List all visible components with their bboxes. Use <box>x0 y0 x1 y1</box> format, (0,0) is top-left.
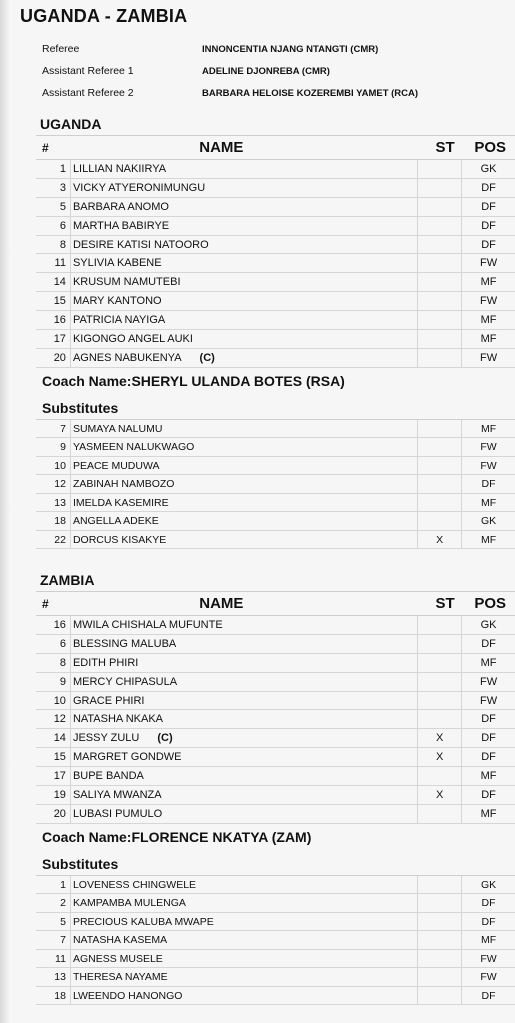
substitute-position: MF <box>461 494 515 512</box>
player-position: FW <box>461 692 515 710</box>
player-position: MF <box>461 805 515 823</box>
player-name-cell <box>70 748 417 766</box>
substitute-name: YASMEEN NALUKWAGO <box>72 441 195 454</box>
player-name-cell <box>70 160 417 178</box>
player-position: FW <box>461 254 515 272</box>
player-position: DF <box>461 729 515 747</box>
starting-mark <box>417 968 461 986</box>
official-name: INNONCENTIA NJANG NTANGTI (CMR) <box>202 43 379 55</box>
starting-mark <box>417 475 461 493</box>
substitute-position: GK <box>461 512 515 530</box>
player-name-cell <box>70 236 417 254</box>
player-row <box>36 654 515 673</box>
substitute-position: FW <box>461 457 515 475</box>
substitute-row <box>36 475 515 494</box>
column-header-row <box>36 136 515 160</box>
substitute-name: ANGELLA ADEKE <box>72 515 159 528</box>
substitute-name-cell <box>70 913 417 931</box>
player-name: KIGONGO ANGEL AUKI <box>72 332 193 345</box>
substitute-name-cell <box>70 876 417 894</box>
player-name-cell <box>70 349 417 367</box>
player-number: 14 <box>53 732 66 745</box>
substitute-name-cell <box>70 531 417 549</box>
player-position: FW <box>461 292 515 310</box>
official-row <box>42 38 512 60</box>
substitute-row <box>36 894 515 913</box>
player-name-cell <box>70 654 417 672</box>
starting-mark <box>417 931 461 949</box>
substitute-name: LOVENESS CHINGWELE <box>72 878 197 891</box>
player-row <box>36 786 515 805</box>
player-row <box>36 616 515 635</box>
starting-mark <box>417 198 461 216</box>
player-row <box>36 217 515 236</box>
starting-mark <box>417 217 461 235</box>
substitute-name-cell <box>70 950 417 968</box>
substitute-row <box>36 931 515 950</box>
player-position: FW <box>461 673 515 691</box>
starting-mark <box>417 438 461 456</box>
substitute-number: 5 <box>60 915 66 928</box>
substitute-position: MF <box>461 931 515 949</box>
player-name-cell <box>70 767 417 785</box>
substitute-number: 22 <box>54 533 66 546</box>
starting-mark <box>417 635 461 653</box>
substitute-name: THERESA NAYAME <box>72 971 168 984</box>
substitute-position: DF <box>461 894 515 912</box>
player-number: 20 <box>53 351 66 364</box>
player-number: 16 <box>53 618 66 631</box>
substitute-row <box>36 494 515 513</box>
substitutes-heading: Substitutes <box>36 394 515 420</box>
player-number: 15 <box>53 751 66 764</box>
player-name-cell <box>70 635 417 653</box>
official-name: ADELINE DJONREBA (CMR) <box>202 65 330 77</box>
substitute-number: 18 <box>54 515 66 528</box>
substitute-position: MF <box>461 420 515 438</box>
player-position: DF <box>461 217 515 235</box>
player-row <box>36 273 515 292</box>
substitute-row <box>36 968 515 987</box>
player-number: 19 <box>53 788 66 801</box>
player-row <box>36 805 515 824</box>
player-name: MERCY CHIPASULA <box>72 675 178 688</box>
substitute-position: FW <box>461 950 515 968</box>
substitute-name: LWEENDO HANONGO <box>72 989 183 1002</box>
player-name: SALIYA MWANZA <box>72 788 162 801</box>
player-row <box>36 236 515 255</box>
substitute-number: 13 <box>54 496 66 509</box>
substitute-number: 11 <box>55 952 66 965</box>
player-position: DF <box>461 635 515 653</box>
player-name-cell <box>70 179 417 197</box>
player-name: MARTHA BABIRYE <box>72 219 170 232</box>
player-name: LUBASI PUMULO <box>72 807 163 820</box>
official-role: Referee <box>42 43 80 55</box>
captain-marker: (C) <box>199 351 215 364</box>
starting-mark <box>417 420 461 438</box>
substitute-name-cell <box>70 438 417 456</box>
header-name: NAME <box>199 139 244 156</box>
starting-mark <box>417 913 461 931</box>
starting-mark <box>417 330 461 348</box>
starting-mark <box>417 457 461 475</box>
starting-mark <box>417 710 461 728</box>
player-row <box>36 254 515 273</box>
player-position: MF <box>461 767 515 785</box>
substitute-name: AGNESS MUSELE <box>72 952 163 965</box>
coach-name: Coach Name:SHERYL ULANDA BOTES (RSA) <box>42 372 345 389</box>
substitutes-heading: Substitutes <box>36 850 515 876</box>
player-number: 9 <box>59 675 66 688</box>
header-position: POS <box>474 595 507 612</box>
official-name: BARBARA HELOISE KOZEREMBI YAMET (RCA) <box>202 87 419 99</box>
player-name: BLESSING MALUBA <box>72 637 177 650</box>
player-name-cell <box>70 616 417 634</box>
player-name: EDITH PHIRI <box>72 656 139 669</box>
substitute-name-cell <box>70 494 417 512</box>
substitute-name-cell <box>70 987 417 1005</box>
player-name-cell <box>70 710 417 728</box>
header-position: POS <box>474 139 507 156</box>
starting-mark: X <box>417 531 461 549</box>
player-number: 15 <box>53 295 66 308</box>
starting-mark <box>417 311 461 329</box>
team-name: UGANDA <box>36 112 515 136</box>
player-name-cell <box>70 786 417 804</box>
player-row <box>36 330 515 349</box>
substitute-number: 2 <box>60 897 66 910</box>
player-name-cell <box>70 273 417 291</box>
player-row <box>36 292 515 311</box>
column-header-row <box>36 592 515 616</box>
substitute-name-cell <box>70 968 417 986</box>
player-row <box>36 179 515 198</box>
player-name: NATASHA NKAKA <box>72 713 163 726</box>
header-starting: ST <box>435 595 455 612</box>
player-position: DF <box>461 786 515 804</box>
player-name-cell <box>70 217 417 235</box>
player-name: MARY KANTONO <box>72 295 162 308</box>
player-name: SYLIVIA KABENE <box>72 257 162 270</box>
starting-mark <box>417 894 461 912</box>
player-number: 17 <box>53 770 66 783</box>
player-row <box>36 198 515 217</box>
player-row <box>36 729 515 748</box>
player-position: DF <box>461 198 515 216</box>
starting-mark <box>417 950 461 968</box>
substitute-number: 7 <box>60 422 66 435</box>
starting-mark <box>417 616 461 634</box>
player-name-cell <box>70 292 417 310</box>
player-position: DF <box>461 179 515 197</box>
player-name-cell <box>70 330 417 348</box>
player-position: MF <box>461 273 515 291</box>
player-row <box>36 692 515 711</box>
substitute-row <box>36 457 515 476</box>
player-position: DF <box>461 236 515 254</box>
substitute-row <box>36 950 515 969</box>
player-name: BARBARA ANOMO <box>72 200 169 213</box>
player-name-cell <box>70 254 417 272</box>
player-number: 8 <box>59 656 66 669</box>
player-name: MARGRET GONDWE <box>72 751 182 764</box>
substitute-name: DORCUS KISAKYE <box>72 533 167 546</box>
coach-name: Coach Name:FLORENCE NKATYA (ZAM) <box>42 828 312 845</box>
substitute-name-cell <box>70 512 417 530</box>
player-name: MWILA CHISHALA MUFUNTE <box>72 618 223 631</box>
player-row <box>36 748 515 767</box>
substitute-position: DF <box>461 913 515 931</box>
official-row <box>42 82 512 104</box>
substitute-number: 7 <box>60 934 66 947</box>
team-section-uganda <box>36 112 515 549</box>
player-name: DESIRE KATISI NATOORO <box>72 238 209 251</box>
starting-mark <box>417 236 461 254</box>
team-name: ZAMBIA <box>36 568 515 592</box>
starting-mark <box>417 494 461 512</box>
player-position: DF <box>461 710 515 728</box>
official-row <box>42 60 512 82</box>
player-name-cell <box>70 805 417 823</box>
substitute-position: FW <box>461 438 515 456</box>
captain-marker: (C) <box>157 732 173 745</box>
starting-mark <box>417 767 461 785</box>
player-name-cell <box>70 729 417 747</box>
player-position: MF <box>461 330 515 348</box>
substitute-row <box>36 512 515 531</box>
player-name-cell <box>70 692 417 710</box>
officials-list <box>42 38 512 104</box>
team-section-zambia <box>36 568 515 1005</box>
player-number: 5 <box>59 200 66 213</box>
player-name: AGNES NABUKENYA <box>72 351 182 364</box>
player-number: 20 <box>53 807 66 820</box>
substitute-name-cell <box>70 931 417 949</box>
substitute-name: KAMPAMBA MULENGA <box>72 897 186 910</box>
substitute-name: NATASHA KASEMA <box>72 934 168 947</box>
substitute-number: 12 <box>54 478 66 491</box>
starting-mark <box>417 160 461 178</box>
substitute-row <box>36 420 515 439</box>
player-position: GK <box>461 616 515 634</box>
substitute-name: IMELDA KASEMIRE <box>72 496 169 509</box>
player-number: 6 <box>59 219 66 232</box>
official-role: Assistant Referee 1 <box>42 65 134 77</box>
starting-mark <box>417 254 461 272</box>
substitute-position: DF <box>461 475 515 493</box>
starting-mark: X <box>417 786 461 804</box>
player-number: 12 <box>53 713 66 726</box>
player-name: LILLIAN NAKIIRYA <box>72 162 167 175</box>
substitute-row <box>36 531 515 550</box>
substitute-name: SUMAYA NALUMU <box>72 422 163 435</box>
player-row <box>36 767 515 786</box>
substitute-name: ZABINAH NAMBOZO <box>72 478 175 491</box>
starting-mark <box>417 987 461 1005</box>
starting-mark <box>417 273 461 291</box>
player-row <box>36 710 515 729</box>
player-name: BUPE BANDA <box>72 770 144 783</box>
player-row <box>36 160 515 179</box>
player-position: GK <box>461 160 515 178</box>
substitute-name-cell <box>70 475 417 493</box>
starting-mark <box>417 654 461 672</box>
starting-mark: X <box>417 729 461 747</box>
substitute-name-cell <box>70 420 417 438</box>
player-name-cell <box>70 673 417 691</box>
player-name-cell <box>70 198 417 216</box>
player-name: PATRICIA NAYIGA <box>72 314 166 327</box>
substitute-row <box>36 913 515 932</box>
header-number: # <box>42 596 49 611</box>
substitute-name-cell <box>70 457 417 475</box>
substitute-number: 13 <box>54 971 66 984</box>
player-row <box>36 311 515 330</box>
starting-mark <box>417 673 461 691</box>
official-role: Assistant Referee 2 <box>42 87 134 99</box>
starting-mark <box>417 692 461 710</box>
substitute-position: DF <box>461 987 515 1005</box>
substitute-number: 9 <box>60 441 66 454</box>
header-number: # <box>42 140 49 155</box>
player-number: 17 <box>53 332 66 345</box>
substitute-name-cell <box>70 894 417 912</box>
player-number: 8 <box>59 238 66 251</box>
page-edge-shadow <box>0 0 10 1023</box>
substitute-name: PRECIOUS KALUBA MWAPE <box>72 915 214 928</box>
player-position: DF <box>461 748 515 766</box>
substitute-row <box>36 987 515 1006</box>
match-title: UGANDA - ZAMBIA <box>20 6 188 26</box>
substitute-row <box>36 876 515 895</box>
player-number: 1 <box>59 162 66 175</box>
player-row <box>36 635 515 654</box>
starting-mark <box>417 349 461 367</box>
substitute-position: MF <box>461 531 515 549</box>
player-row <box>36 349 515 368</box>
substitute-position: FW <box>461 968 515 986</box>
player-number: 10 <box>53 694 66 707</box>
player-number: 11 <box>54 257 66 270</box>
player-number: 6 <box>59 637 66 650</box>
player-name: JESSY ZULU <box>72 732 140 745</box>
player-number: 14 <box>53 276 66 289</box>
player-name: GRACE PHIRI <box>72 694 145 707</box>
starting-mark <box>417 876 461 894</box>
player-row <box>36 673 515 692</box>
substitute-number: 1 <box>60 878 66 891</box>
substitute-number: 10 <box>54 459 66 472</box>
player-number: 16 <box>53 314 66 327</box>
starting-mark <box>417 805 461 823</box>
player-position: MF <box>461 311 515 329</box>
substitute-number: 18 <box>54 989 66 1002</box>
starting-mark <box>417 512 461 530</box>
player-name: KRUSUM NAMUTEBI <box>72 276 181 289</box>
substitute-name: PEACE MUDUWA <box>72 459 160 472</box>
player-position: FW <box>461 349 515 367</box>
player-name-cell <box>70 311 417 329</box>
header-starting: ST <box>435 139 455 156</box>
starting-mark: X <box>417 748 461 766</box>
player-position: MF <box>461 654 515 672</box>
player-name: VICKY ATYERONIMUNGU <box>72 181 206 194</box>
player-number: 3 <box>59 181 66 194</box>
starting-mark <box>417 179 461 197</box>
substitute-row <box>36 438 515 457</box>
header-name: NAME <box>199 595 244 612</box>
substitute-position: GK <box>461 876 515 894</box>
starting-mark <box>417 292 461 310</box>
